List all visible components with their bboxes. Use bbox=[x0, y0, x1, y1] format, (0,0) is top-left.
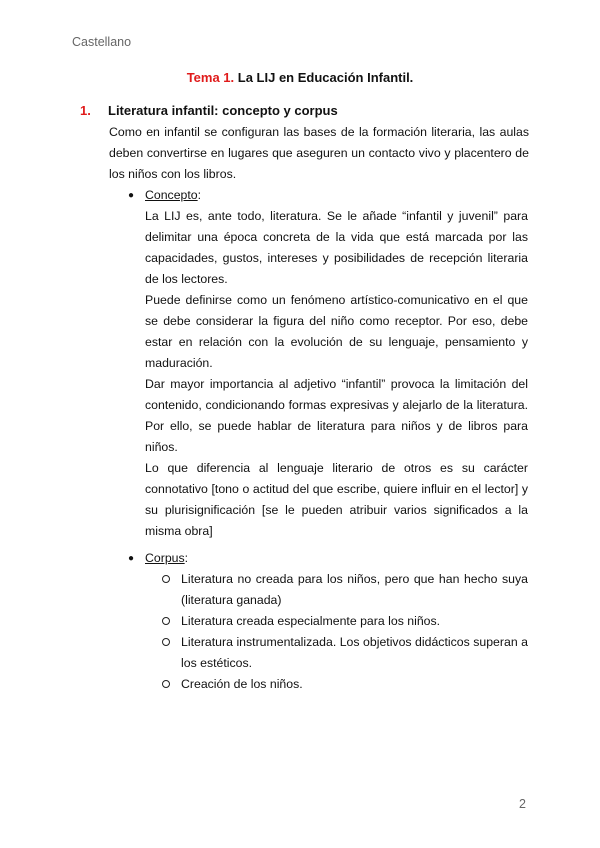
circle-bullet-icon bbox=[162, 617, 170, 625]
concepto-paragraph: La LIJ es, ante todo, literatura. Se le añade “infantil y juvenil” para delimitar una época concreta de la vida que está marcada por las capacidades, gustos, intereses y posibilidades de recepción literaria de los lectores. bbox=[145, 209, 528, 286]
title-number: Tema 1. bbox=[186, 70, 235, 85]
intro-paragraph: Como en infantil se configuran las bases de la formación literaria, las aulas deben convertirse en lugares que aseguren un contacto vivo y placentero de los niños con los libros. bbox=[109, 125, 529, 181]
title-text: La LIJ en Educación Infantil. bbox=[234, 70, 414, 85]
concepto-paragraph: Dar mayor importancia al adjetivo “infantil” provoca la limitación del contenido, condicionando formas expresivas y alejarlo de la literatura. Por ello, se puede hablar de literatura para niños y de libros para niños. bbox=[145, 377, 528, 454]
bullet-corpus bbox=[128, 548, 189, 569]
concepto-label: Concepto bbox=[145, 188, 198, 202]
list-item: Creación de los niños. bbox=[181, 674, 528, 695]
bullet-concepto bbox=[128, 185, 202, 206]
circle-bullet-icon bbox=[162, 680, 170, 688]
corpus-list bbox=[181, 569, 528, 695]
corpus-colon: : bbox=[184, 551, 189, 565]
circle-bullet-icon bbox=[162, 638, 170, 646]
list-item: Literatura creada especialmente para los niños. bbox=[181, 611, 528, 632]
list-item: Literatura no creada para los niños, pero que han hecho suya (literatura ganada) bbox=[181, 569, 528, 611]
section-title: Literatura infantil: concepto y corpus bbox=[108, 103, 338, 118]
concepto-paragraph: Puede definirse como un fenómeno artístico-comunicativo en el que se debe considerar la figura del niño como receptor. Por eso, debe estar en relación con la evolución de su lenguaje, pensamiento y maduración. bbox=[145, 293, 528, 370]
circle-bullet-icon bbox=[162, 575, 170, 583]
concepto-body bbox=[145, 206, 528, 542]
bullet-dot-icon: ● bbox=[128, 553, 135, 564]
concepto-paragraph: Lo que diferencia al lenguaje literario de otros es su carácter connotativo [tono o actitud del que escribe, quiere influir en el lector] y su plurisignificación [se le pueden atribuir varios significados a la misma obra] bbox=[145, 461, 528, 538]
bullet-dot-icon: ● bbox=[128, 190, 135, 201]
page-title bbox=[0, 70, 600, 85]
list-item: Literatura instrumentalizada. Los objetivos didácticos superan a los estéticos. bbox=[181, 632, 528, 674]
page-header: Castellano bbox=[72, 35, 132, 49]
concepto-colon: : bbox=[197, 188, 202, 202]
page-number: 2 bbox=[519, 797, 526, 811]
section-heading bbox=[80, 103, 338, 118]
corpus-label: Corpus bbox=[145, 551, 185, 565]
section-number: 1. bbox=[80, 103, 91, 118]
